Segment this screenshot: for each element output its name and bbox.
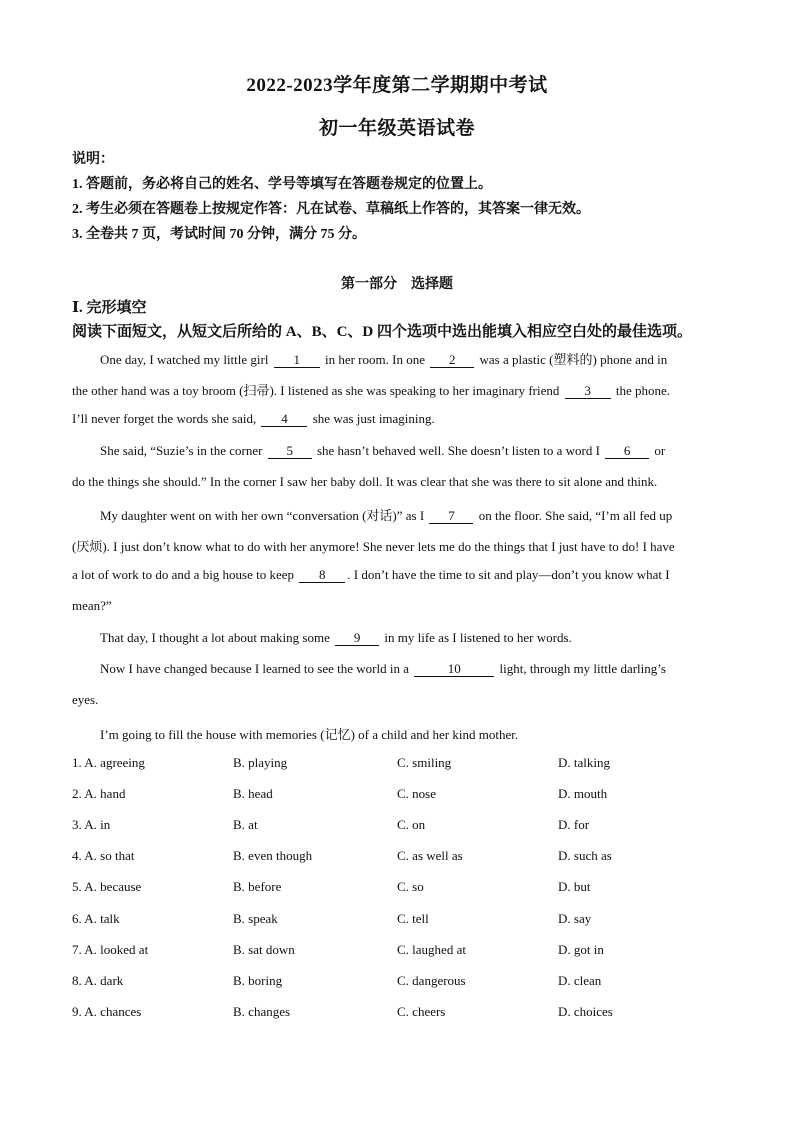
passage-line: That day, I thought a lot about making some 9 in my life as I listened to her words. — [100, 630, 572, 645]
option-d: D. talking — [558, 755, 610, 770]
exam-title: 2022-2023学年度第二学期期中考试 — [246, 75, 548, 96]
blank-6: 6 — [605, 444, 649, 459]
option-c: C. laughed at — [397, 942, 466, 957]
option-b: B. at — [233, 817, 258, 832]
option-d: D. but — [558, 879, 591, 894]
option-a: 6. A. talk — [72, 911, 120, 926]
option-c: C. smiling — [397, 755, 452, 770]
blank-1: 1 — [274, 353, 320, 368]
option-b: B. changes — [233, 1004, 291, 1019]
blank-2: 2 — [430, 353, 474, 368]
option-d: D. clean — [558, 973, 602, 988]
blank-4: 4 — [261, 412, 307, 427]
option-a: 1. A. agreeing — [72, 755, 145, 770]
passage-line: mean?” — [72, 598, 112, 613]
passage-line: the other hand was a toy broom (扫帚). I listened as she was speaking to her imaginary friend 3 the phone. — [72, 383, 671, 398]
option-d: D. say — [558, 911, 592, 926]
part-title: 第一部分 选择题 — [341, 277, 453, 292]
note-item-1: 1. 答题前，务必将自己的姓名、学号等填写在答题卷规定的位置上。 — [72, 177, 492, 192]
blank-8: 8 — [299, 568, 345, 583]
passage-line: eyes. — [72, 692, 99, 707]
option-d: D. got in — [558, 942, 604, 957]
option-a: 8. A. dark — [72, 973, 124, 988]
note-item-2: 2. 考生必须在答题卷上按规定作答：凡在试卷、草稿纸上作答的，其答案一律无效。 — [72, 202, 590, 217]
section-title: Ⅰ. 完形填空 — [72, 300, 147, 316]
option-c: C. so — [397, 879, 424, 894]
blank-10: 10 — [414, 662, 494, 677]
section-instruction: 阅读下面短文，从短文后所给的 A、B、C、D 四个选项中选出能填入相应空白处的最佳选项。 — [72, 324, 693, 340]
option-b: B. speak — [233, 911, 278, 926]
exam-subtitle: 初一年级英语试卷 — [318, 118, 475, 139]
blank-3: 3 — [565, 384, 611, 399]
option-a: 7. A. looked at — [72, 942, 149, 957]
passage-line: My daughter went on with her own “conversation (对话)” as I 7 on the floor. She said, “I’m all fed up — [100, 508, 673, 523]
passage-line: (厌烦). I just don’t know what to do with her anymore! She never lets me do the things that I just have to do! I have — [72, 539, 675, 554]
option-a: 4. A. so that — [72, 848, 135, 863]
option-c: C. on — [397, 817, 426, 832]
passage-line: do the things she should.” In the corner I saw her baby doll. It was clear that she was there to sit alone and think. — [72, 474, 658, 489]
option-b: B. head — [233, 786, 273, 801]
option-d: D. for — [558, 817, 590, 832]
option-b: B. even though — [233, 848, 313, 863]
option-a: 3. A. in — [72, 817, 111, 832]
option-b: B. sat down — [233, 942, 295, 957]
option-c: C. cheers — [397, 1004, 446, 1019]
option-a: 9. A. chances — [72, 1004, 142, 1019]
passage-line: a lot of work to do and a big house to keep 8 . I don’t have the time to sit and play—don’t you know what I — [72, 567, 670, 582]
passage-line: One day, I watched my little girl 1 in her room. In one 2 was a plastic (塑料的) phone and in — [100, 352, 668, 367]
option-a: 2. A. hand — [72, 786, 126, 801]
passage-line: I’m going to fill the house with memories (记忆) of a child and her kind mother. — [100, 727, 519, 742]
blank-5: 5 — [268, 444, 312, 459]
option-b: B. before — [233, 879, 282, 894]
passage-line: She said, “Suzie’s in the corner 5 she hasn’t behaved well. She doesn’t listen to a word I 6 or — [100, 443, 666, 458]
option-b: B. boring — [233, 973, 283, 988]
option-b: B. playing — [233, 755, 288, 770]
passage-line: Now I have changed because I learned to see the world in a 10 light, through my little darling’s — [100, 661, 666, 676]
blank-9: 9 — [335, 631, 379, 646]
option-a: 5. A. because — [72, 879, 142, 894]
option-d: D. such as — [558, 848, 612, 863]
note-item-3: 3. 全卷共 7 页，考试时间 70 分钟，满分 75 分。 — [72, 227, 366, 242]
option-c: C. as well as — [397, 848, 463, 863]
option-d: D. choices — [558, 1004, 613, 1019]
notes-heading: 说明： — [72, 152, 114, 167]
option-c: C. nose — [397, 786, 436, 801]
option-c: C. tell — [397, 911, 429, 926]
passage-line: I’ll never forget the words she said, 4 she was just imagining. — [72, 411, 435, 426]
option-c: C. dangerous — [397, 973, 466, 988]
blank-7: 7 — [429, 509, 473, 524]
option-d: D. mouth — [558, 786, 608, 801]
